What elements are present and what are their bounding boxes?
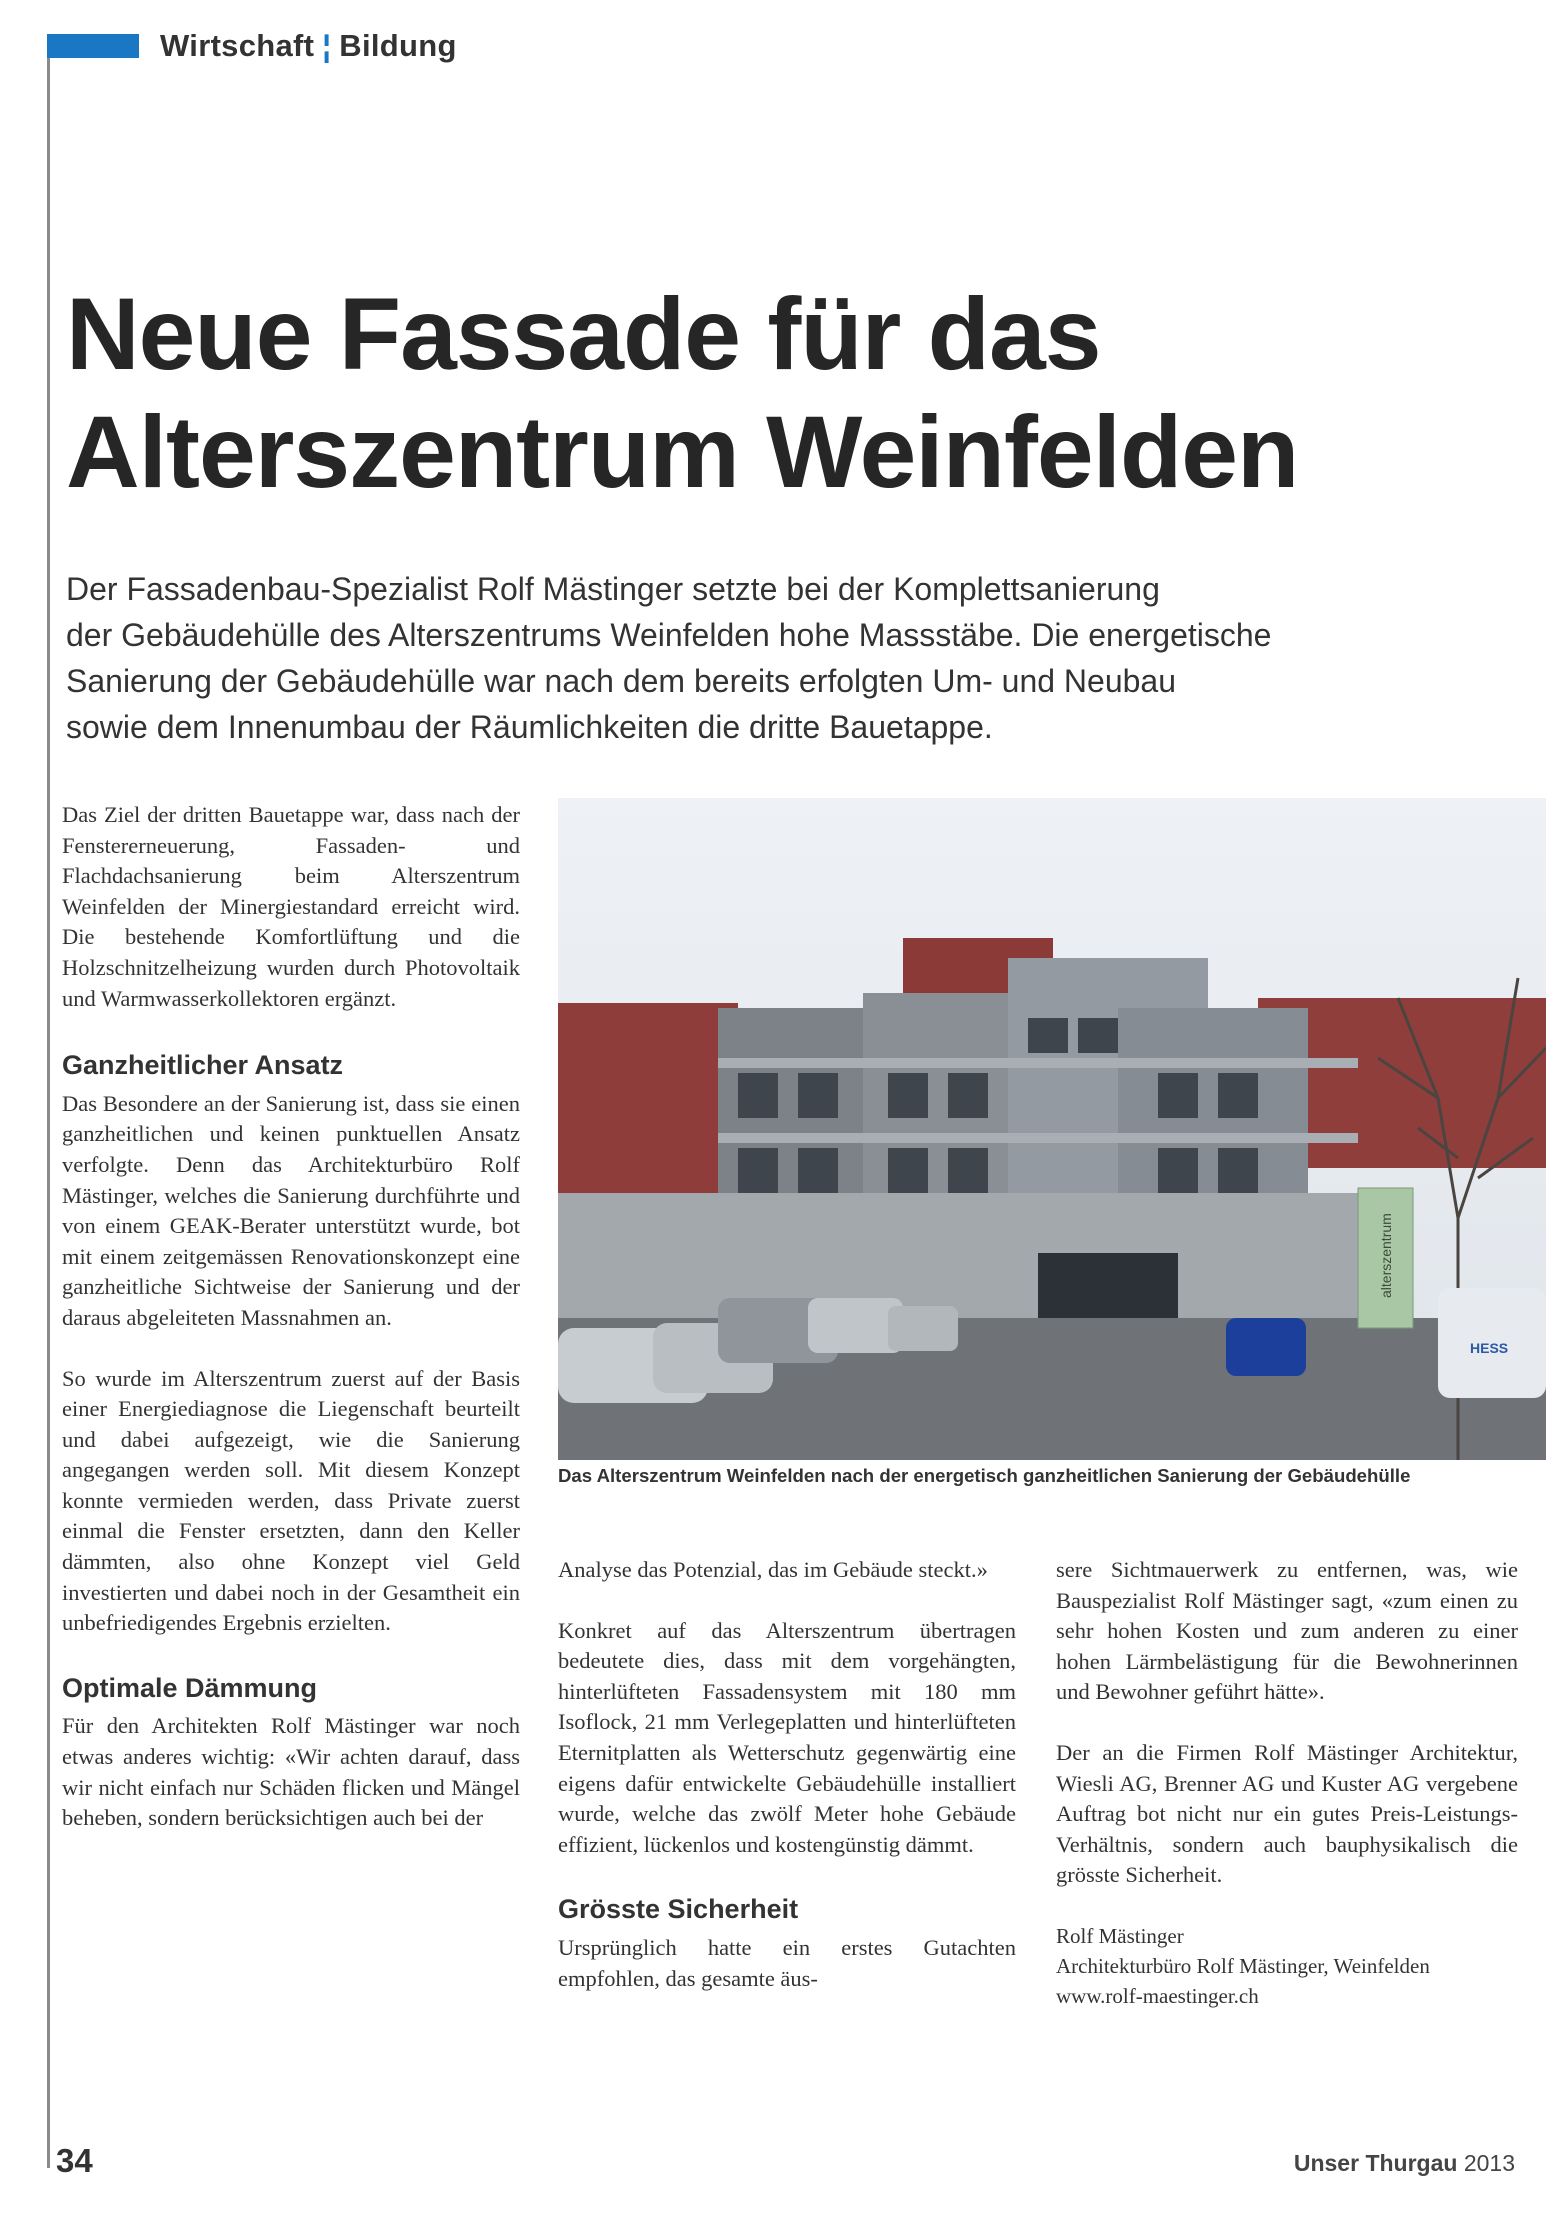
column-3 <box>1056 1555 1518 2011</box>
lead-line-2: der Gebäudehülle des Alterszentrums Weinfelden hohe Massstäbe. Die energetische <box>66 617 1272 653</box>
sign-text: alterszentrum <box>1378 1213 1394 1298</box>
col1-paragraph-1: Das Ziel der dritten Bauetappe war, dass nach der Fenstererneuerung, Fassaden- und Flachdachsanierung beim Alterszentrum Weinfelden der Minergiestandard erreicht wird. Die bestehende Komfortlüftung und die Holzschnitzelheizung wurden durch Photovoltaik und Warmwasserkollektoren ergänzt. <box>62 802 520 1011</box>
car-grey-3 <box>888 1306 958 1351</box>
subheading-optimale-daemmung: Optimale Dämmung <box>62 1672 318 1703</box>
article-lead <box>66 566 1271 750</box>
column-1 <box>62 800 520 1834</box>
col1-paragraph-2: Das Besondere an der Sanierung ist, dass sie einen ganzheitlichen und keinen punktuellen Ansatz verfolgte. Denn das Architekturbüro Rolf Mästinger, welches die Sanierung durchführte und von einem GEAK-Berater unterstützt wurde, bot mit einem zeitgemässen Renovationskonzept eine ganzheitliche Sichtweise der Sanierung und der daraus abgeleiteten Massnahmen an. <box>62 1090 520 1330</box>
subsection-label: Bildung <box>339 28 457 63</box>
col3-paragraph-1: sere Sichtmauerwerk zu entfernen, was, wie Bauspezialist Rolf Mästinger sagt, «zum einen zu sehr hohen Kosten und zum anderen zu einer hohen Lärmbelästigung für die Bewohnerinnen und Bewohner geführt hätte». <box>1056 1557 1518 1705</box>
photo-caption: Das Alterszentrum Weinfelden nach der energetisch ganzheitlichen Sanierung der Gebäudehülle <box>558 1465 1411 1486</box>
author-signature <box>1056 1921 1518 2011</box>
section-header <box>160 28 457 64</box>
lead-line-1: Der Fassadenbau-Spezialist Rolf Mästinger setzte bei der Komplettsanierung <box>66 571 1160 607</box>
column-2 <box>558 1555 1016 1994</box>
lead-line-4: sowie dem Innenumbau der Räumlichkeiten die dritte Bauetappe. <box>66 709 993 745</box>
section-separator: ¦ <box>322 28 332 63</box>
signature-website: www.rolf-maestinger.ch <box>1056 1983 1259 2008</box>
car-blue <box>1226 1318 1306 1376</box>
col1-paragraph-4: Für den Architekten Rolf Mästinger war noch etwas anderes wichtig: «Wir achten darauf, dass wir nicht einfach nur Schäden flicken und Mängel beheben, sondern berücksichtigen auch bei der <box>62 1713 520 1831</box>
article-headline <box>66 275 1298 511</box>
signature-company: Architekturbüro Rolf Mästinger, Weinfelden <box>1056 1953 1430 1978</box>
publication-year: 2013 <box>1463 2150 1515 2176</box>
building-photo-illustration <box>558 798 1546 1460</box>
section-color-bar <box>47 34 139 58</box>
van-text: HESS <box>1470 1340 1509 1356</box>
col1-paragraph-3: So wurde im Alterszentrum zuerst auf der Basis einer Energiediagnose die Liegenschaft beurteilt und dabei aufgezeigt, wie die Sanierung angegangen werden soll. Mit diesem Konzept konnte vermieden werden, dass Private zuerst einmal die Fenster ersetzten, dann den Keller dämmten, also ohne Konzept viel Geld investierten und dabei noch in der Gesamtheit ein unbefriedigendes Ergebnis erzielten. <box>62 1365 520 1636</box>
page-number: 34 <box>56 2142 93 2179</box>
publication-name: Unser Thurgau <box>1293 2150 1458 2176</box>
headline-line-2: Alterszentrum Weinfelden <box>66 395 1299 509</box>
lead-line-3: Sanierung der Gebäudehülle war nach dem bereits erfolgten Um- und Neubau <box>66 663 1177 699</box>
building-photo <box>558 798 1546 1460</box>
col2-paragraph-3: Ursprünglich hatte ein erstes Gutachten empfohlen, das gesamte äus- <box>558 1934 1016 1991</box>
subheading-ganzheitlicher-ansatz: Ganzheitlicher Ansatz <box>62 1050 344 1081</box>
col3-paragraph-2: Der an die Firmen Rolf Mästinger Architektur, Wiesli AG, Brenner AG und Kuster AG vergebene Auftrag bot nicht nur ein gutes Preis-Leistungs-Verhältnis, sondern auch bauphysikalisch die grösste Sicherheit. <box>1056 1739 1518 1888</box>
section-label: Wirtschaft <box>160 28 315 63</box>
publication-footer <box>1294 2150 1515 2177</box>
subheading-groesste-sicherheit: Grösste Sicherheit <box>558 1894 799 1925</box>
signature-name: Rolf Mästinger <box>1056 1923 1184 1948</box>
col2-paragraph-2: Konkret auf das Alterszentrum übertragen bedeutete dies, dass mit dem vorgehängten, hinterlüfteten Fassadensystem mit 180 mm Isoflock, 21 mm Verlegeplatten und hinterlüfteten Eternitplatten als Wetterschutz gegenwärtig eine eigens dafür entwickelte Gebäudehülle installiert wurde, welche das zwölf Meter hohe Gebäude effizient, lückenlos und kostengünstig dämmt. <box>558 1617 1016 1857</box>
headline-line-1: Neue Fassade für das <box>66 277 1101 391</box>
col2-paragraph-1: Analyse das Potenzial, das im Gebäude steckt.» <box>558 1557 988 1582</box>
left-margin-rule <box>47 58 50 2168</box>
